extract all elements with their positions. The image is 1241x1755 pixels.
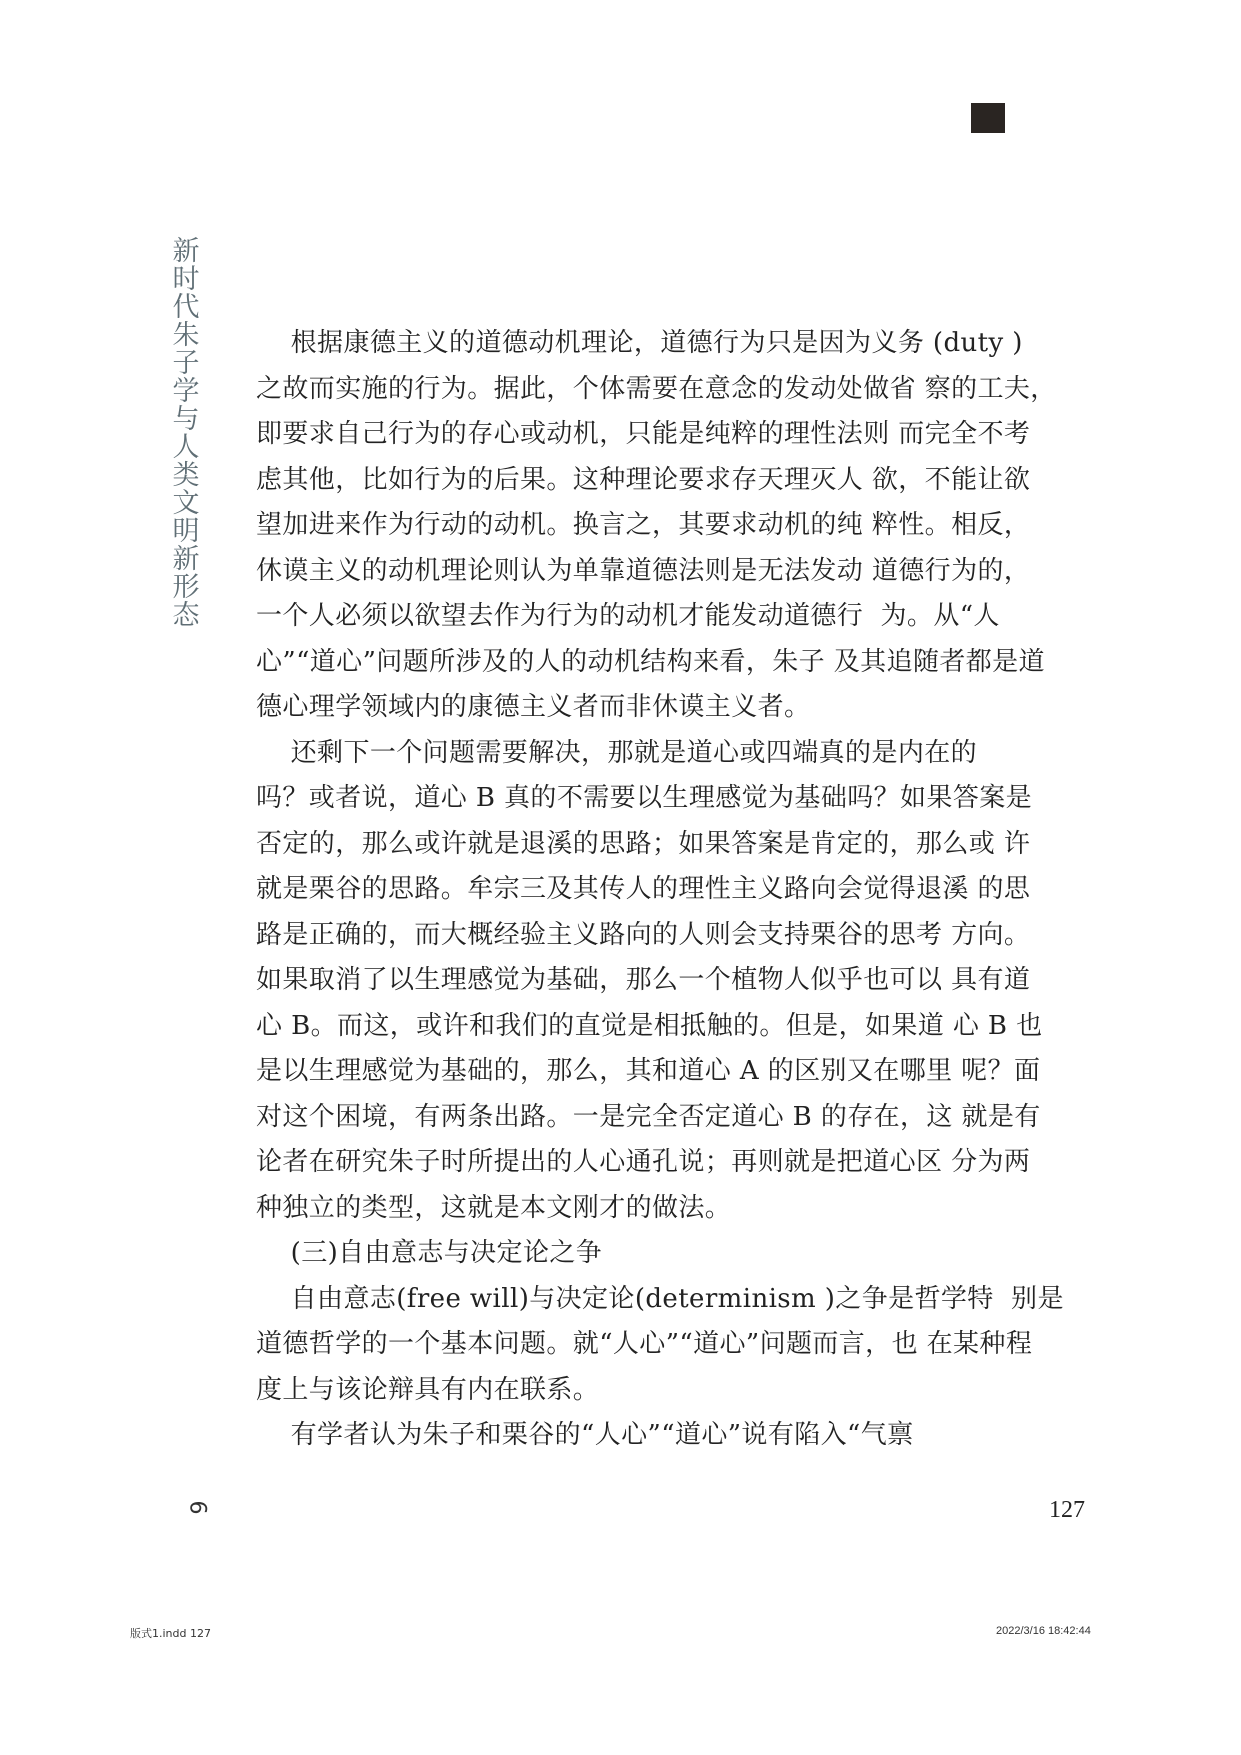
text-line: 一个人必须以欲望去作为行为的动机才能发动道德行 为。从“人 <box>256 601 1000 631</box>
text-line: 对这个困境，有两条出路。一是完全否定道心 B 的存在，这 就是有 <box>256 1101 1041 1132</box>
page-number: 127 <box>1049 1497 1085 1523</box>
text-line: 德心理学领域内的康德主义者而非休谟主义者。 <box>256 692 811 722</box>
text-line: 心”“道心”问题所涉及的人的动机结构来看，朱子 及其追随者都是道 <box>256 646 1045 677</box>
corner-block-mark <box>971 103 1005 133</box>
text-line: 否定的，那么或许就是退溪的思路；如果答案是肯定的，那么或 许 <box>256 828 1031 859</box>
text-line: 望加进来作为行动的动机。换言之，其要求动机的纯 粹性。相反， <box>256 510 1031 540</box>
print-footer-file: 版式1.indd 127 <box>130 1627 211 1640</box>
text-line: 有学者认为朱子和栗谷的“人心”“道心”说有陷入“气禀 <box>256 1420 914 1450</box>
running-header-vertical: 新时代朱子学与人类文明新形态 <box>172 236 200 631</box>
text-line: 如果取消了以生理感觉为基础，那么一个植物人似乎也可以 具有道 <box>256 965 1031 995</box>
text-line: 休谟主义的动机理论则认为单靠道德法则是无法发动 道德行为的， <box>256 555 1031 586</box>
text-line: 即要求自己行为的存心或动机，只能是纯粹的理性法则 而完全不考 <box>256 419 1031 449</box>
text-line: 道德哲学的一个基本问题。就“人心”“道心”问题而言，也 在某种程 <box>256 1329 1033 1359</box>
section-heading: (三)自由意志与决定论之争 <box>256 1238 603 1268</box>
body-text <box>256 321 1064 1459</box>
print-footer-timestamp: 2022/3/16 18:42:44 <box>996 1625 1091 1637</box>
text-line: 虑其他，比如行为的后果。这种理论要求存天理灭人 欲，不能让欲 <box>256 464 1031 495</box>
text-line: 度上与该论辩具有内在联系。 <box>256 1374 600 1405</box>
text-line: 吗？或者说，道心 B 真的不需要以生理感觉为基础吗？如果答案是 <box>256 783 1033 813</box>
text-line: 之故而实施的行为。据此，个体需要在意念的发动处做省 察的工夫， <box>256 373 1057 404</box>
text-line: 是以生理感觉为基础的，那么，其和道心 A 的区别又在哪里 呢？面 <box>256 1056 1041 1086</box>
text-line: 种独立的类型，这就是本文刚才的做法。 <box>256 1192 732 1223</box>
text-line: 心 B。而这，或许和我们的直觉是相抵触的。但是，如果道 心 B 也 <box>256 1010 1043 1041</box>
text-line: 路是正确的，而大概经验主义路向的人则会支持栗谷的思考 方向。 <box>256 919 1031 950</box>
text-line: 就是栗谷的思路。牟宗三及其传人的理性主义路向会觉得退溪 的思 <box>256 874 1031 904</box>
text-line: 自由意志(free will)与决定论(determinism )之争是哲学特 别是 <box>256 1283 1064 1314</box>
text-line: 还剩下一个问题需要解决，那就是道心或四端真的是内在的 <box>256 737 978 768</box>
text-line: 论者在研究朱子时所提出的人心通孔说；再则就是把道心区 分为两 <box>256 1147 1031 1177</box>
side-number-mark: 6 <box>184 1500 210 1515</box>
text-line: 根据康德主义的道德动机理论，道德行为只是因为义务 (duty ) <box>256 328 1023 358</box>
